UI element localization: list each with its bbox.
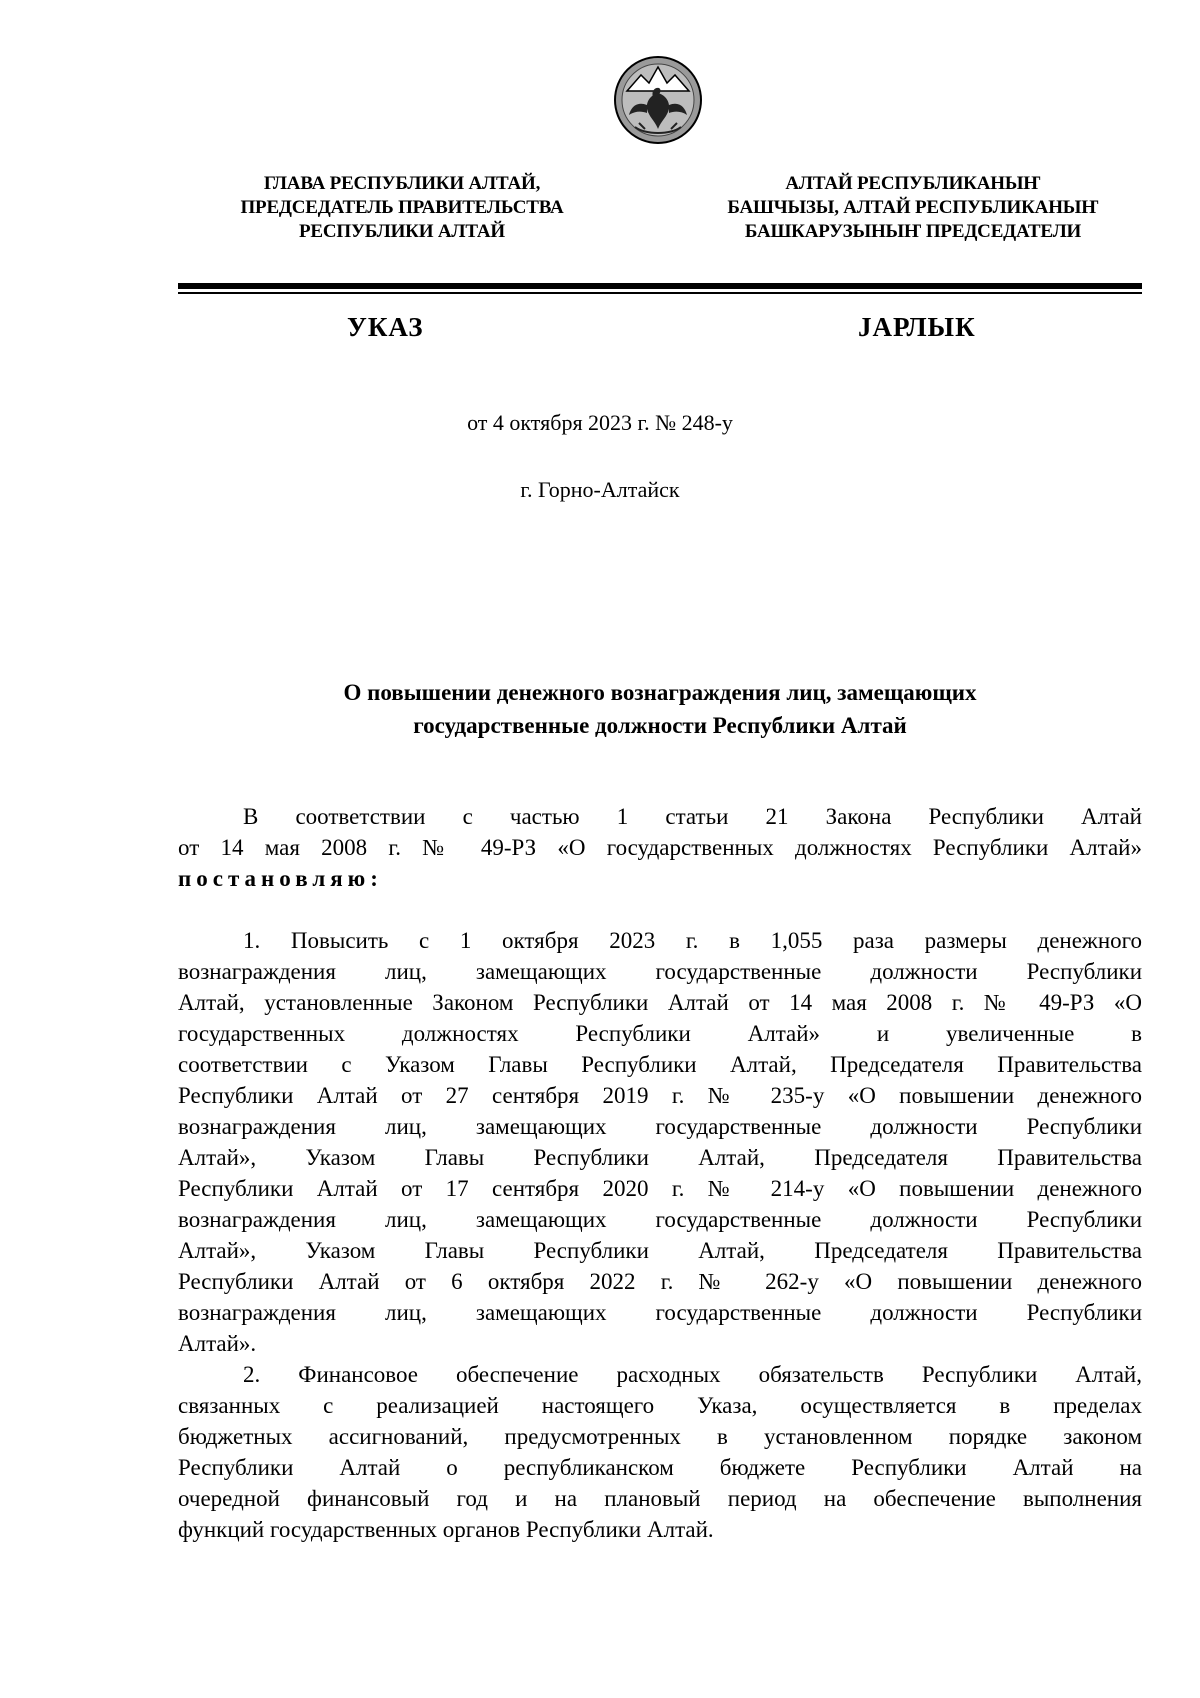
header-left-line: РЕСПУБЛИКИ АЛТАЙ: [299, 221, 505, 242]
point2-line: Республики Алтай о республиканском бюджете Республики Алтай на: [178, 1455, 1142, 1480]
point1-line: Алтай, установленные Законом Республики Алтай от 14 мая 2008 г. № 49-РЗ «О: [178, 990, 1142, 1015]
point2-line: связанных с реализацией настоящего Указа, осуществляется в пределах: [178, 1393, 1142, 1418]
point2-line: очередной финансовый год и на плановый период на обеспечение выполнения: [178, 1486, 1142, 1511]
doc-type-altai: ЈАРЛЫК: [858, 312, 976, 342]
point1-line: Алтай», Указом Главы Республики Алтай, Председателя Правительства: [178, 1145, 1142, 1170]
title-line: О повышении денежного вознаграждения лиц, замещающих: [343, 680, 977, 705]
document-date-number: от 4 октября 2023 г. № 248-у: [467, 410, 733, 435]
document-title: [178, 676, 1142, 742]
point1-line: вознаграждения лиц, замещающих государственные должности Республики: [178, 1114, 1142, 1139]
header-right-line: БАШКАРУЗЫНЫҤ ПРЕДСЕДАТЕЛИ: [744, 221, 1082, 242]
point1-line: Республики Алтай от 6 октября 2022 г. № 262-у «О повышении денежного: [178, 1269, 1142, 1294]
point1-line: государственных должностях Республики Алтай» и увеличенные в: [178, 1021, 1142, 1046]
header-divider-thin: [178, 292, 1142, 294]
point1-line: Республики Алтай от 17 сентября 2020 г. № 214-у «О повышении денежного: [178, 1176, 1142, 1201]
coat-of-arms-emblem: [613, 55, 703, 155]
point1-line: Алтай».: [178, 1331, 257, 1356]
document-body: [178, 801, 1142, 1545]
header-left: [172, 172, 632, 244]
header-divider-thick: [178, 283, 1142, 289]
preamble-line: от 14 мая 2008 г. № 49-РЗ «О государственных должностях Республики Алтай»: [178, 835, 1142, 860]
decree-verb: постановляю:: [178, 866, 383, 891]
point2-line: 2. Финансовое обеспечение расходных обязательств Республики Алтай,: [243, 1362, 1142, 1387]
point1-line: 1. Повысить с 1 октября 2023 г. в 1,055 раза размеры денежного: [243, 928, 1142, 953]
header-right-line: АЛТАЙ РЕСПУБЛИКАНЫҤ: [785, 173, 1041, 194]
header-right: [683, 172, 1143, 244]
point1-line: вознаграждения лиц, замещающих государственные должности Республики: [178, 1300, 1142, 1325]
header-left-line: ПРЕДСЕДАТЕЛЬ ПРАВИТЕЛЬСТВА: [240, 197, 564, 218]
point2-line: функций государственных органов Республики Алтай.: [178, 1517, 714, 1542]
point1-line: Алтай», Указом Главы Республики Алтай, Председателя Правительства: [178, 1238, 1142, 1263]
document-city: г. Горно-Алтайск: [520, 477, 680, 502]
title-line: государственные должности Республики Алтай: [413, 713, 907, 738]
point1-line: Республики Алтай от 27 сентября 2019 г. № 235-у «О повышении денежного: [178, 1083, 1142, 1108]
header-right-line: БАШЧЫЗЫ, АЛТАЙ РЕСПУБЛИКАНЫҤ: [727, 197, 1099, 218]
point1-line: вознаграждения лиц, замещающих государственные должности Республики: [178, 1207, 1142, 1232]
doc-type-russian: УКАЗ: [347, 312, 424, 342]
point2-line: бюджетных ассигнований, предусмотренных в установленном порядке законом: [178, 1424, 1142, 1449]
preamble-line: В соответствии с частью 1 статьи 21 Закона Республики Алтай: [243, 804, 1142, 829]
point1-line: соответствии с Указом Главы Республики Алтай, Председателя Правительства: [178, 1052, 1142, 1077]
point1-line: вознаграждения лиц, замещающих государственные должности Республики: [178, 959, 1142, 984]
header-left-line: ГЛАВА РЕСПУБЛИКИ АЛТАЙ,: [263, 173, 541, 194]
